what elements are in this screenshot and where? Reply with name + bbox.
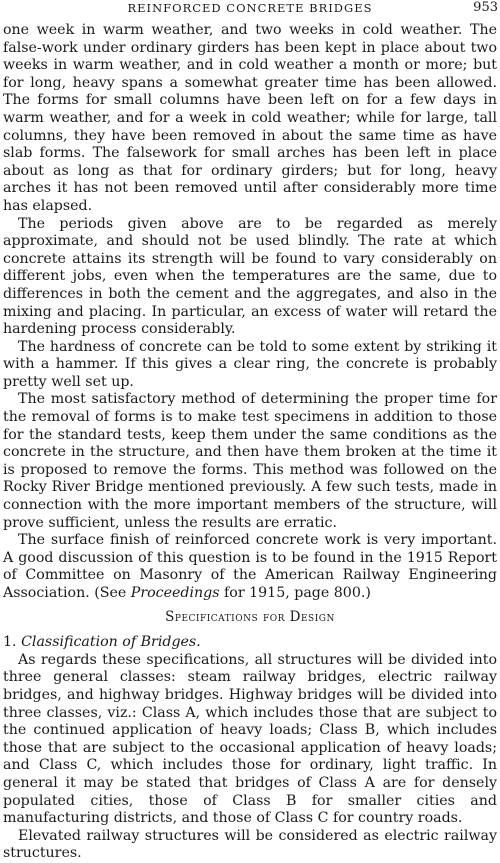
- proceedings-italic: Proceedings: [130, 585, 220, 601]
- subheading-label: Classification of Bridges.: [21, 634, 201, 651]
- paragraph-periods: The periods given above are to be regarded as merely approximate, and should not be used blindly. The rate at which concrete attains its strength will be found to vary considerably on different jobs, even when the temperatures are the same, due to differences in both the cement and the aggregates, and also in the mixing and placing. In particular, an excess of water will retard the hardening process considerably.: [3, 215, 497, 338]
- paragraph-classification: As regards these specifications, all structures will be divided into three general classes: steam railway bridges, electric railway bridges, and highway bridges. Highway bridges will be divided into three classes, viz.: Class A, which includes those that are subject to the continued application of heavy loads; Class B, which includes those that are subject to the occasional application of heavy loads; and Class C, which includes those for ordinary, light traffic. In general it may be stated that bridges of Class A are for densely populated cities, those of Class B for smaller cities and manufacturing districts, and those of Class C for country roads.: [3, 651, 497, 827]
- paragraph-elevated: Elevated railway structures will be considered as electric railway structures.: [3, 827, 497, 862]
- section-heading: [3, 609, 497, 627]
- running-title: REINFORCED CONCRETE BRIDGES: [127, 1, 373, 15]
- subheading-number: 1.: [3, 634, 17, 651]
- section-heading-text: Specifications for Design: [165, 608, 335, 625]
- paragraph-surface-finish: [3, 532, 497, 602]
- paragraph-hardness: The hardness of concrete can be told to some extent by striking it with a hammer. If this gives a clear ring, the concrete is probably pretty well set up.: [3, 338, 497, 390]
- paragraph-continuation: one week in warm weather, and two weeks in cold weather. The false-work under ordinary girders has been kept in place about two weeks in warm weather, and in cold weather a month or more; but for long, heavy spans a somewhat greater time has been allowed. The forms for small columns have been left on for a few days in warm weather, and for a week in cold weather; while for large, tall columns, they have been removed in about the same time as have slab forms. The falsework for small arches has been left in place about as long as that for ordinary girders; but for long, heavy arches it has not been removed until after considerably more time has elapsed.: [3, 22, 497, 214]
- surface-finish-citation: for 1915, page 800.): [219, 585, 371, 601]
- subheading: [3, 634, 497, 652]
- paragraph-test-method: The most satisfactory method of determining the proper time for the removal of forms is to make test specimens in addition to those for the standard tests, keep them under the same conditions as the concrete in the structure, and then have them broken at the time it is proposed to remove the forms. This method was followed on the Rocky River Bridge mentioned previously. A few such tests, made in connection with the more important members of the structure, will prove sufficient, unless the results are erratic.: [3, 391, 497, 531]
- running-header: [0, 0, 500, 16]
- page-number: 953: [473, 0, 498, 15]
- body-text: [3, 22, 497, 863]
- surface-finish-text: The surface finish of reinforced concrete work is very important. A good discussion of this question is to be found in the 1915 Report of Committee on Masonry of the American Railway Engineering Association. (See: [3, 532, 497, 601]
